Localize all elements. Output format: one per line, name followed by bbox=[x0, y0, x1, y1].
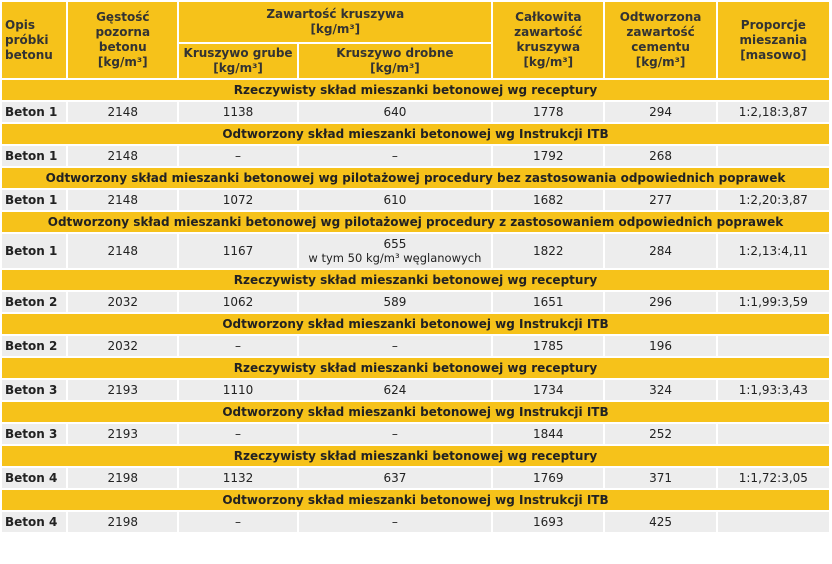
section-title: Rzeczywisty skład mieszanki betonowej wg receptury bbox=[2, 270, 829, 290]
cell-sample: Beton 1 bbox=[2, 190, 66, 210]
cell-total: 1734 bbox=[493, 380, 603, 400]
cell-fine: 655 w tym 50 kg/m³ węglanowych bbox=[299, 234, 491, 268]
cell-cement: 371 bbox=[605, 468, 715, 488]
header-total-aggregate: Całkowita zawartość kruszywa [kg/m³] bbox=[493, 2, 603, 78]
cell-total: 1792 bbox=[493, 146, 603, 166]
section-title: Odtworzony skład mieszanki betonowej wg Instrukcji ITB bbox=[2, 124, 829, 144]
section-title: Odtworzony skład mieszanki betonowej wg pilotażowej procedury bez zastosowania odpowiednich poprawek bbox=[2, 168, 829, 188]
section-row bbox=[2, 358, 829, 378]
cell-cement: 294 bbox=[605, 102, 715, 122]
table-row bbox=[2, 190, 829, 210]
cell-total: 1682 bbox=[493, 190, 603, 210]
table-row bbox=[2, 468, 829, 488]
table-row bbox=[2, 424, 829, 444]
cell-cement: 277 bbox=[605, 190, 715, 210]
table-row bbox=[2, 380, 829, 400]
cell-sample: Beton 2 bbox=[2, 336, 66, 356]
section-title: Odtworzony skład mieszanki betonowej wg Instrukcji ITB bbox=[2, 490, 829, 510]
cell-fine: – bbox=[299, 146, 491, 166]
cell-proportions: 1:1,72:3,05 bbox=[718, 468, 829, 488]
cell-sample: Beton 1 bbox=[2, 146, 66, 166]
section-title: Odtworzony skład mieszanki betonowej wg Instrukcji ITB bbox=[2, 314, 829, 334]
cell-density: 2193 bbox=[68, 424, 177, 444]
cell-fine: 610 bbox=[299, 190, 491, 210]
cell-proportions: 1:2,13:4,11 bbox=[718, 234, 829, 268]
cell-cement: 324 bbox=[605, 380, 715, 400]
cell-sample: Beton 3 bbox=[2, 380, 66, 400]
cell-density: 2198 bbox=[68, 468, 177, 488]
cell-sample: Beton 3 bbox=[2, 424, 66, 444]
cell-density: 2148 bbox=[68, 102, 177, 122]
cell-total: 1778 bbox=[493, 102, 603, 122]
cell-total: 1651 bbox=[493, 292, 603, 312]
cell-cement: 425 bbox=[605, 512, 715, 532]
cell-fine: – bbox=[299, 512, 491, 532]
section-row bbox=[2, 168, 829, 188]
cell-fine: – bbox=[299, 336, 491, 356]
section-row bbox=[2, 212, 829, 232]
header-coarse-aggregate: Kruszywo grube [kg/m³] bbox=[179, 44, 296, 78]
section-row bbox=[2, 80, 829, 100]
cell-density: 2148 bbox=[68, 234, 177, 268]
carbonate-note: w tym 50 kg/m³ węglanowych bbox=[308, 251, 482, 265]
header-cement-content: Odtworzona zawartość cementu [kg/m³] bbox=[605, 2, 715, 78]
table-row bbox=[2, 512, 829, 532]
cell-cement: 252 bbox=[605, 424, 715, 444]
header-aggregate-content: Zawartość kruszywa [kg/m³] bbox=[179, 2, 491, 42]
cell-density: 2198 bbox=[68, 512, 177, 532]
cell-proportions bbox=[718, 336, 829, 356]
section-title: Rzeczywisty skład mieszanki betonowej wg receptury bbox=[2, 446, 829, 466]
table-row bbox=[2, 146, 829, 166]
cell-total: 1844 bbox=[493, 424, 603, 444]
cell-coarse: – bbox=[179, 146, 296, 166]
cell-proportions bbox=[718, 512, 829, 532]
section-row bbox=[2, 490, 829, 510]
table-body bbox=[2, 80, 829, 532]
cell-density: 2148 bbox=[68, 146, 177, 166]
table-row bbox=[2, 336, 829, 356]
cell-proportions bbox=[718, 146, 829, 166]
table-row bbox=[2, 102, 829, 122]
cell-coarse: – bbox=[179, 512, 296, 532]
section-title: Rzeczywisty skład mieszanki betonowej wg receptury bbox=[2, 80, 829, 100]
cell-sample: Beton 1 bbox=[2, 234, 66, 268]
cell-coarse: 1138 bbox=[179, 102, 296, 122]
header-mix-proportions: Proporcje mieszania [masowo] bbox=[718, 2, 829, 78]
header-fine-aggregate: Kruszywo drobne [kg/m³] bbox=[299, 44, 491, 78]
cell-cement: 284 bbox=[605, 234, 715, 268]
cell-total: 1822 bbox=[493, 234, 603, 268]
cell-sample: Beton 1 bbox=[2, 102, 66, 122]
cell-total: 1693 bbox=[493, 512, 603, 532]
cell-proportions: 1:1,93:3,43 bbox=[718, 380, 829, 400]
cell-density: 2193 bbox=[68, 380, 177, 400]
section-row bbox=[2, 446, 829, 466]
table-row bbox=[2, 292, 829, 312]
cell-coarse: – bbox=[179, 336, 296, 356]
section-row bbox=[2, 270, 829, 290]
cell-proportions bbox=[718, 424, 829, 444]
cell-fine: 640 bbox=[299, 102, 491, 122]
section-row bbox=[2, 124, 829, 144]
cell-coarse: 1132 bbox=[179, 468, 296, 488]
section-row bbox=[2, 314, 829, 334]
section-title: Rzeczywisty skład mieszanki betonowej wg receptury bbox=[2, 358, 829, 378]
cell-fine: 637 bbox=[299, 468, 491, 488]
cell-sample: Beton 4 bbox=[2, 512, 66, 532]
cell-proportions: 1:2,20:3,87 bbox=[718, 190, 829, 210]
cell-proportions: 1:1,99:3,59 bbox=[718, 292, 829, 312]
cell-coarse: 1110 bbox=[179, 380, 296, 400]
table-row bbox=[2, 234, 829, 268]
section-title: Odtworzony skład mieszanki betonowej wg pilotażowej procedury z zastosowaniem odpowiednich poprawek bbox=[2, 212, 829, 232]
cell-sample: Beton 4 bbox=[2, 468, 66, 488]
header-sample-description: Opis próbki betonu bbox=[2, 2, 66, 78]
section-row bbox=[2, 402, 829, 422]
cell-cement: 196 bbox=[605, 336, 715, 356]
cell-density: 2032 bbox=[68, 336, 177, 356]
cell-fine: – bbox=[299, 424, 491, 444]
cell-coarse: 1072 bbox=[179, 190, 296, 210]
cell-proportions: 1:2,18:3,87 bbox=[718, 102, 829, 122]
cell-total: 1785 bbox=[493, 336, 603, 356]
cell-cement: 296 bbox=[605, 292, 715, 312]
section-title: Odtworzony skład mieszanki betonowej wg Instrukcji ITB bbox=[2, 402, 829, 422]
cell-total: 1769 bbox=[493, 468, 603, 488]
cell-density: 2032 bbox=[68, 292, 177, 312]
cell-sample: Beton 2 bbox=[2, 292, 66, 312]
cell-coarse: – bbox=[179, 424, 296, 444]
cell-fine: 624 bbox=[299, 380, 491, 400]
header-apparent-density: Gęstość pozorna betonu [kg/m³] bbox=[68, 2, 177, 78]
cell-fine: 589 bbox=[299, 292, 491, 312]
cell-cement: 268 bbox=[605, 146, 715, 166]
cell-coarse: 1062 bbox=[179, 292, 296, 312]
cell-density: 2148 bbox=[68, 190, 177, 210]
cell-coarse: 1167 bbox=[179, 234, 296, 268]
